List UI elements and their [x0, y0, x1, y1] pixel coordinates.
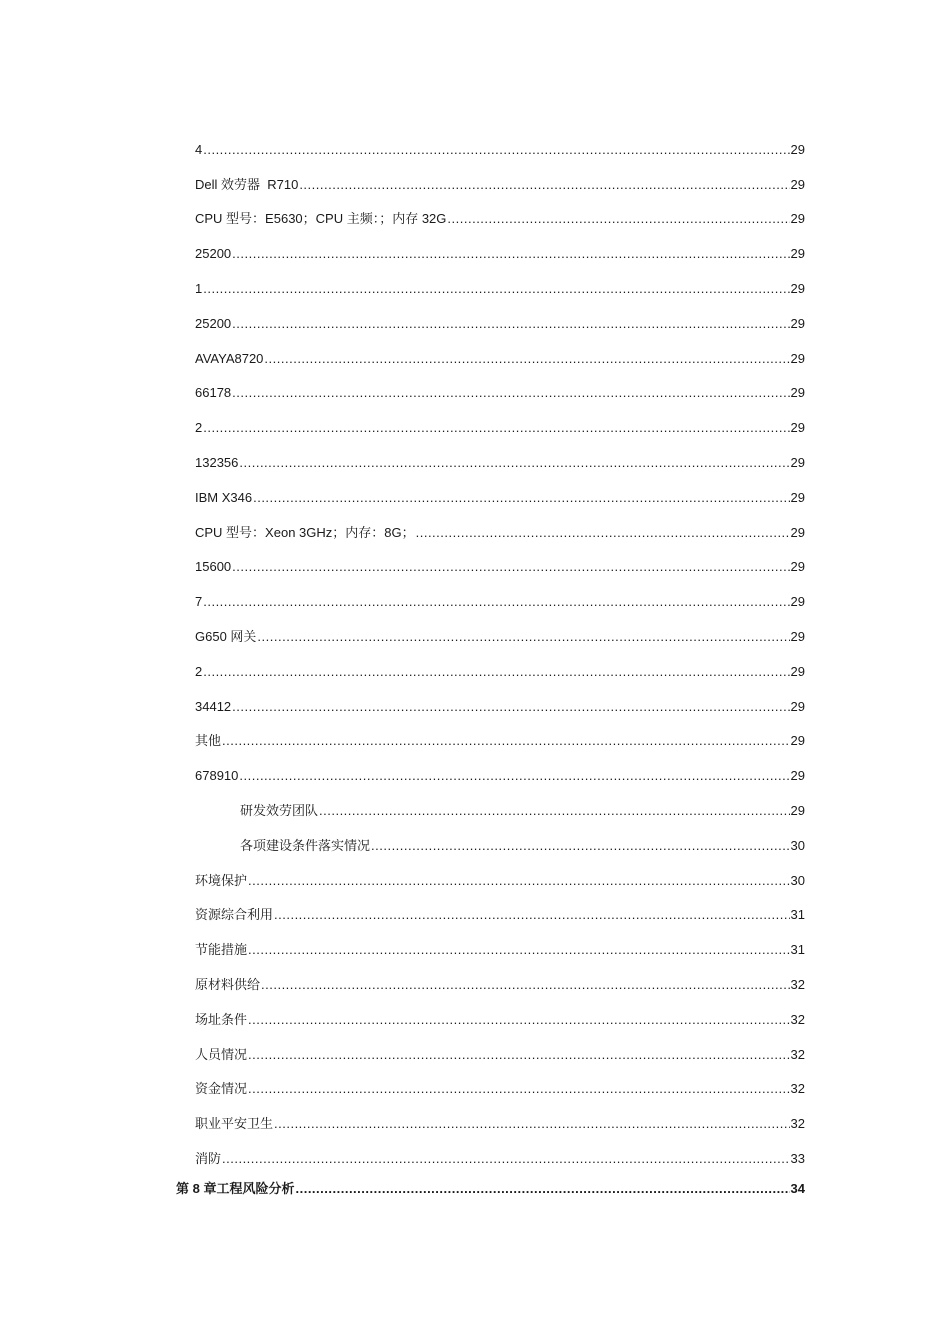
- toc-entry-label: IBM X346: [195, 489, 253, 505]
- toc-entry[interactable]: [195, 959, 805, 994]
- toc-entry-page: 30: [790, 872, 805, 888]
- leader-dots: [248, 941, 790, 959]
- toc-entry[interactable]: [195, 611, 805, 646]
- toc-entry[interactable]: [195, 263, 805, 298]
- toc-entry-page: 32: [790, 1046, 805, 1062]
- chapter-title: 工程风险分析: [216, 1181, 295, 1196]
- toc-entry[interactable]: [195, 507, 805, 542]
- toc-entry-label: 职业平安卫生: [195, 1116, 274, 1132]
- table-of-contents: [195, 124, 805, 1168]
- toc-entry-page: 29: [790, 489, 805, 505]
- leader-dots: [222, 1150, 790, 1168]
- chapter-number: 第 8 章: [176, 1181, 217, 1196]
- toc-entry[interactable]: [195, 1133, 805, 1168]
- toc-entry-label: 15600: [195, 559, 232, 575]
- toc-entry[interactable]: [195, 716, 805, 751]
- toc-entry[interactable]: [195, 1029, 805, 1064]
- toc-entry-page: 32: [790, 1081, 805, 1097]
- leader-dots: [203, 141, 789, 159]
- toc-entry-label: 其他: [195, 733, 222, 749]
- leader-dots: [239, 767, 789, 785]
- toc-entry-page: 29: [790, 141, 805, 157]
- toc-entry-page: 29: [790, 315, 805, 331]
- toc-entry-label: 66178: [195, 385, 232, 401]
- toc-entry[interactable]: [195, 333, 805, 368]
- toc-entry-page: 29: [790, 246, 805, 262]
- toc-entry-label: CPU 型号：E5630；CPU 主频：；内存 32G: [195, 211, 447, 227]
- leader-dots: [416, 524, 790, 542]
- toc-entry-page: 32: [790, 1011, 805, 1027]
- toc-entry-label: 4: [195, 141, 203, 157]
- toc-entry[interactable]: [195, 750, 805, 785]
- leader-dots: [299, 176, 789, 194]
- toc-entry[interactable]: [195, 681, 805, 716]
- toc-entry-label: 研发效劳团队: [240, 802, 319, 818]
- toc-chapter-entry[interactable]: [176, 1180, 805, 1198]
- toc-entry[interactable]: [195, 124, 805, 159]
- leader-dots: [232, 698, 789, 716]
- toc-entry-label: 25200: [195, 246, 232, 262]
- toc-entry-label: 34412: [195, 698, 232, 714]
- leader-dots: [253, 489, 789, 507]
- toc-entry[interactable]: [195, 646, 805, 681]
- leader-dots: [319, 802, 790, 820]
- leader-dots: [264, 350, 789, 368]
- toc-entry[interactable]: [195, 542, 805, 577]
- toc-entry-page: 29: [790, 454, 805, 470]
- leader-dots: [222, 732, 790, 750]
- toc-entry-page: 29: [790, 733, 805, 749]
- leader-dots: [248, 872, 790, 890]
- toc-entry[interactable]: [195, 820, 805, 855]
- leader-dots: [295, 1180, 789, 1198]
- toc-entry[interactable]: [195, 785, 805, 820]
- leader-dots: [203, 593, 789, 611]
- leader-dots: [274, 906, 790, 924]
- toc-entry-label: 资金情况: [195, 1081, 248, 1097]
- leader-dots: [261, 976, 790, 994]
- toc-entry-page: 29: [790, 211, 805, 227]
- toc-entry-label: 原材料供给: [195, 976, 261, 992]
- toc-entry-page: 29: [790, 524, 805, 540]
- leader-dots: [239, 454, 789, 472]
- toc-entry-page: 29: [790, 802, 805, 818]
- toc-entry-page: 31: [790, 907, 805, 923]
- toc-entry[interactable]: [195, 402, 805, 437]
- toc-entry-label: Dell 效劳器 R710: [195, 176, 299, 192]
- toc-entry[interactable]: [195, 159, 805, 194]
- chapter-page: 34: [790, 1181, 805, 1196]
- toc-entry-label: G650 网关: [195, 628, 257, 644]
- toc-entry-page: 29: [790, 176, 805, 192]
- toc-entry[interactable]: [195, 368, 805, 403]
- toc-entry-label: CPU 型号：Xeon 3GHz；内存：8G；: [195, 524, 415, 540]
- toc-entry-page: 29: [790, 628, 805, 644]
- toc-entry-page: 29: [790, 385, 805, 401]
- toc-entry-label: 7: [195, 594, 203, 610]
- toc-entry-label: 2: [195, 663, 203, 679]
- leader-dots: [232, 384, 789, 402]
- toc-entry-page: 33: [790, 1150, 805, 1166]
- toc-entry[interactable]: [195, 924, 805, 959]
- toc-entry-page: 29: [790, 594, 805, 610]
- leader-dots: [371, 837, 790, 855]
- toc-entry-page: 29: [790, 420, 805, 436]
- toc-entry[interactable]: [195, 228, 805, 263]
- toc-entry[interactable]: [195, 890, 805, 925]
- toc-entry-label: 消防: [195, 1150, 222, 1166]
- toc-entry[interactable]: [195, 194, 805, 229]
- toc-entry[interactable]: [195, 472, 805, 507]
- toc-entry-page: 29: [790, 698, 805, 714]
- toc-entry-label: 人员情况: [195, 1046, 248, 1062]
- toc-entry[interactable]: [195, 994, 805, 1029]
- toc-entry-label: 1: [195, 280, 203, 296]
- toc-entry-label: 2: [195, 420, 203, 436]
- leader-dots: [274, 1115, 790, 1133]
- toc-entry-label: 场址条件: [195, 1011, 248, 1027]
- toc-entry[interactable]: [195, 1098, 805, 1133]
- toc-entry-page: 32: [790, 976, 805, 992]
- leader-dots: [232, 315, 789, 333]
- leader-dots: [248, 1046, 790, 1064]
- leader-dots: [248, 1080, 790, 1098]
- leader-dots: [248, 1011, 790, 1029]
- toc-entry-page: 29: [790, 663, 805, 679]
- leader-dots: [232, 558, 789, 576]
- toc-entry-label: 资源综合利用: [195, 907, 274, 923]
- leader-dots: [232, 245, 789, 263]
- leader-dots: [257, 628, 789, 646]
- toc-entry[interactable]: [195, 437, 805, 472]
- toc-entry-page: 30: [790, 837, 805, 853]
- toc-entry-label: 678910: [195, 768, 239, 784]
- toc-entry-label: 节能措施: [195, 942, 248, 958]
- toc-entry[interactable]: [195, 298, 805, 333]
- toc-entry-page: 29: [790, 559, 805, 575]
- leader-dots: [203, 280, 789, 298]
- leader-dots: [203, 419, 789, 437]
- toc-entry[interactable]: [195, 855, 805, 890]
- leader-dots: [447, 210, 789, 228]
- toc-entry-label: 各项建设条件落实情况: [240, 837, 371, 853]
- toc-entry-label: 环境保护: [195, 872, 248, 888]
- toc-entry-page: 29: [790, 768, 805, 784]
- toc-entry-label: 132356: [195, 454, 239, 470]
- toc-entry[interactable]: [195, 576, 805, 611]
- toc-entry-page: 29: [790, 280, 805, 296]
- toc-entry-page: 29: [790, 350, 805, 366]
- leader-dots: [203, 663, 789, 681]
- toc-entry-label: AVAYA8720: [195, 350, 264, 366]
- toc-entry[interactable]: [195, 1064, 805, 1099]
- toc-entry-page: 32: [790, 1116, 805, 1132]
- toc-entry-page: 31: [790, 942, 805, 958]
- toc-entry-label: 25200: [195, 315, 232, 331]
